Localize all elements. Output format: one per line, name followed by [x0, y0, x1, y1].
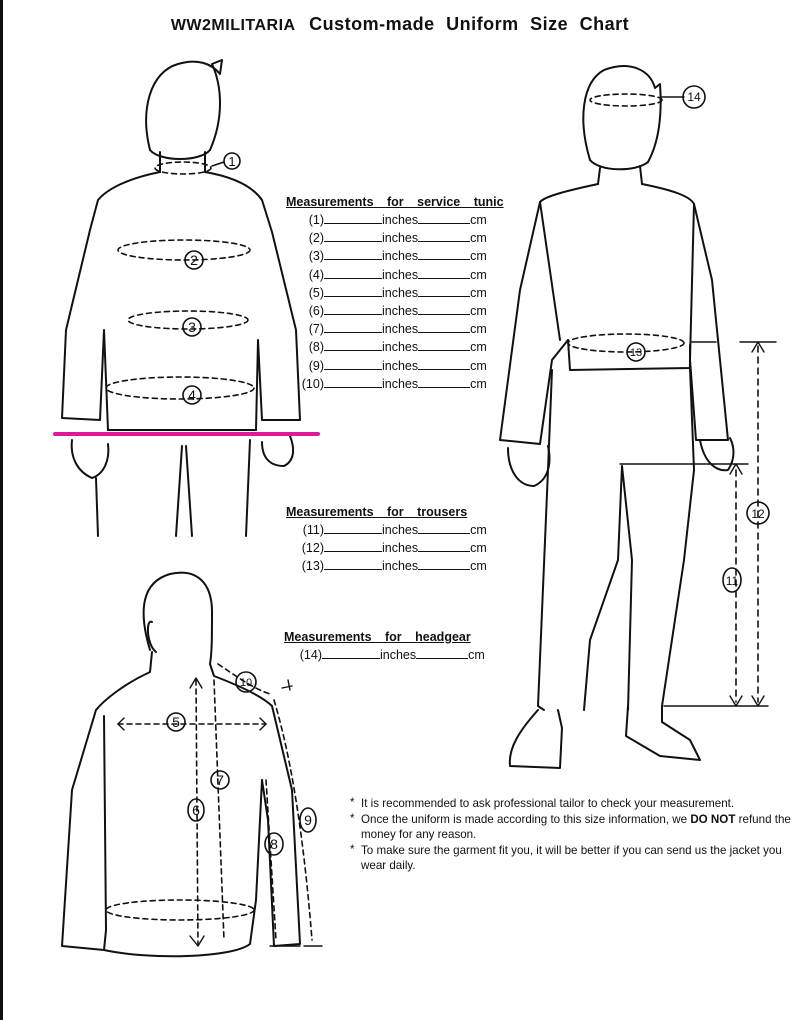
front-figure: [62, 60, 300, 536]
inches-label: inches: [382, 358, 419, 373]
note-3-text: To make sure the garment fit you, it will be better if you can send us the jacket you wear daily.: [361, 843, 782, 873]
row-number: (6): [308, 303, 324, 318]
svg-text:7: 7: [216, 772, 224, 788]
row-number: (3): [308, 249, 324, 264]
note-2: [350, 812, 800, 843]
inches-label: inches: [382, 541, 419, 556]
svg-text:1: 1: [228, 154, 236, 169]
svg-text:5: 5: [172, 714, 180, 730]
inches-label: inches: [382, 285, 419, 300]
note-2-text: Once the uniform is made according to this size information, we: [361, 812, 688, 826]
cm-label: cm: [470, 303, 487, 318]
cm-label: cm: [470, 523, 487, 537]
row-number: (10): [301, 376, 324, 391]
cm-blank[interactable]: [418, 375, 470, 388]
row-number: (4): [308, 267, 324, 282]
tunic-row: [286, 357, 504, 375]
cm-blank[interactable]: [418, 229, 470, 242]
inches-blank[interactable]: [324, 557, 382, 570]
svg-text:9: 9: [304, 812, 312, 828]
cm-blank[interactable]: [418, 357, 470, 370]
marker-6: [188, 799, 204, 821]
note-star: *: [350, 842, 355, 856]
inches-label: inches: [380, 648, 417, 662]
svg-text:10: 10: [239, 677, 253, 689]
inches-label: inches: [382, 523, 419, 537]
cm-label: cm: [470, 231, 487, 246]
svg-text:3: 3: [188, 319, 196, 335]
tunic-section: [286, 195, 504, 393]
inches-label: inches: [382, 249, 419, 264]
inches-label: inches: [382, 303, 419, 318]
note-star: *: [350, 796, 355, 809]
row-number: (1): [308, 213, 324, 227]
note-1: [350, 796, 800, 812]
tunic-row: [286, 229, 504, 247]
cm-blank[interactable]: [418, 521, 470, 534]
marker-14: [683, 86, 705, 108]
svg-text:12: 12: [751, 507, 765, 521]
inches-blank[interactable]: [324, 247, 382, 260]
inches-blank[interactable]: [322, 646, 380, 659]
tunic-row: [286, 284, 504, 302]
inches-blank[interactable]: [324, 338, 382, 351]
cm-blank[interactable]: [418, 557, 470, 570]
marker-5: [167, 713, 185, 731]
cm-blank[interactable]: [418, 247, 470, 260]
inches-blank[interactable]: [324, 211, 382, 224]
note-2-text-end: refund the money for any reason.: [361, 812, 791, 842]
trousers-row: [286, 539, 487, 557]
note-2-emphasis: DO NOT: [690, 812, 736, 826]
svg-text:13: 13: [629, 347, 643, 359]
svg-text:6: 6: [192, 802, 200, 818]
marker-1: [224, 153, 240, 169]
cm-label: cm: [470, 322, 487, 337]
tunic-row: [286, 320, 504, 338]
cm-label: cm: [470, 249, 487, 264]
inches-blank[interactable]: [324, 539, 382, 552]
marker-8: [265, 833, 283, 855]
back-figure: [62, 573, 322, 957]
cm-blank[interactable]: [416, 646, 468, 659]
marker-11: [723, 568, 741, 592]
marker-13: [627, 343, 645, 361]
inches-blank[interactable]: [324, 320, 382, 333]
marker-3: [183, 318, 201, 336]
trousers-rows: [286, 521, 487, 576]
trousers-row: [286, 521, 487, 539]
svg-text:4: 4: [188, 387, 196, 403]
cm-label: cm: [470, 285, 487, 300]
tunic-row: [286, 211, 504, 229]
row-number: (13): [301, 559, 324, 574]
cm-blank[interactable]: [418, 266, 470, 279]
cm-label: cm: [470, 358, 487, 373]
marker-7: [211, 771, 229, 789]
headgear-heading: Measurements for headgear: [284, 630, 471, 644]
cm-label: cm: [470, 213, 487, 227]
inches-blank[interactable]: [324, 521, 382, 534]
row-number: (7): [308, 322, 324, 337]
svg-text:11: 11: [725, 574, 739, 588]
inches-blank[interactable]: [324, 229, 382, 242]
cm-blank[interactable]: [418, 320, 470, 333]
brand-name: WW2MILITARIA: [170, 17, 296, 34]
cm-blank[interactable]: [418, 302, 470, 315]
svg-text:14: 14: [687, 90, 701, 104]
headgear-rows: [284, 646, 485, 664]
inches-label: inches: [382, 340, 419, 355]
cm-label: cm: [468, 648, 485, 662]
inches-label: inches: [382, 376, 419, 391]
cm-blank[interactable]: [418, 338, 470, 351]
cm-label: cm: [470, 559, 487, 574]
row-number: (2): [308, 231, 324, 246]
trousers-section: [286, 505, 487, 576]
inches-blank[interactable]: [324, 375, 382, 388]
svg-text:8: 8: [270, 836, 278, 852]
inches-label: inches: [382, 267, 419, 282]
row-number: (8): [308, 340, 324, 355]
cm-label: cm: [470, 340, 487, 355]
inches-label: inches: [382, 213, 419, 227]
side-figure: [500, 66, 776, 768]
inches-label: inches: [382, 322, 419, 337]
inches-blank[interactable]: [324, 284, 382, 297]
cm-blank[interactable]: [418, 539, 470, 552]
svg-text:2: 2: [190, 252, 198, 268]
tunic-row: [286, 338, 504, 356]
tunic-row: [286, 247, 504, 265]
chart-title: Custom-made Uniform Size Chart: [309, 14, 630, 34]
tunic-row: [286, 375, 504, 393]
notes: [350, 796, 800, 874]
inches-blank[interactable]: [324, 357, 382, 370]
tunic-row: [286, 302, 504, 320]
tunic-rows: [286, 211, 504, 393]
trousers-row: [286, 557, 487, 575]
cm-blank[interactable]: [418, 211, 470, 224]
inches-label: inches: [382, 231, 419, 246]
row-number: (12): [301, 541, 324, 556]
tunic-row: [286, 266, 504, 284]
marker-4: [183, 386, 201, 404]
cm-blank[interactable]: [418, 284, 470, 297]
inches-blank[interactable]: [324, 302, 382, 315]
row-number: (9): [308, 358, 324, 373]
cm-label: cm: [470, 267, 487, 282]
cm-label: cm: [470, 376, 487, 391]
cm-label: cm: [470, 541, 487, 556]
note-1-text: It is recommended to ask professional tailor to check your measurement.: [361, 797, 735, 810]
inches-blank[interactable]: [324, 266, 382, 279]
trousers-heading: Measurements for trousers: [286, 505, 468, 519]
note-3: [350, 843, 800, 874]
note-star: *: [350, 811, 355, 825]
marker-9: [300, 808, 316, 832]
row-number: (14): [299, 648, 322, 662]
inches-label: inches: [382, 559, 419, 574]
headgear-section: [284, 630, 485, 664]
headgear-row: [284, 646, 485, 664]
tunic-heading: Measurements for service tunic: [286, 195, 504, 209]
row-number: (5): [308, 285, 324, 300]
row-number: (11): [302, 523, 324, 537]
